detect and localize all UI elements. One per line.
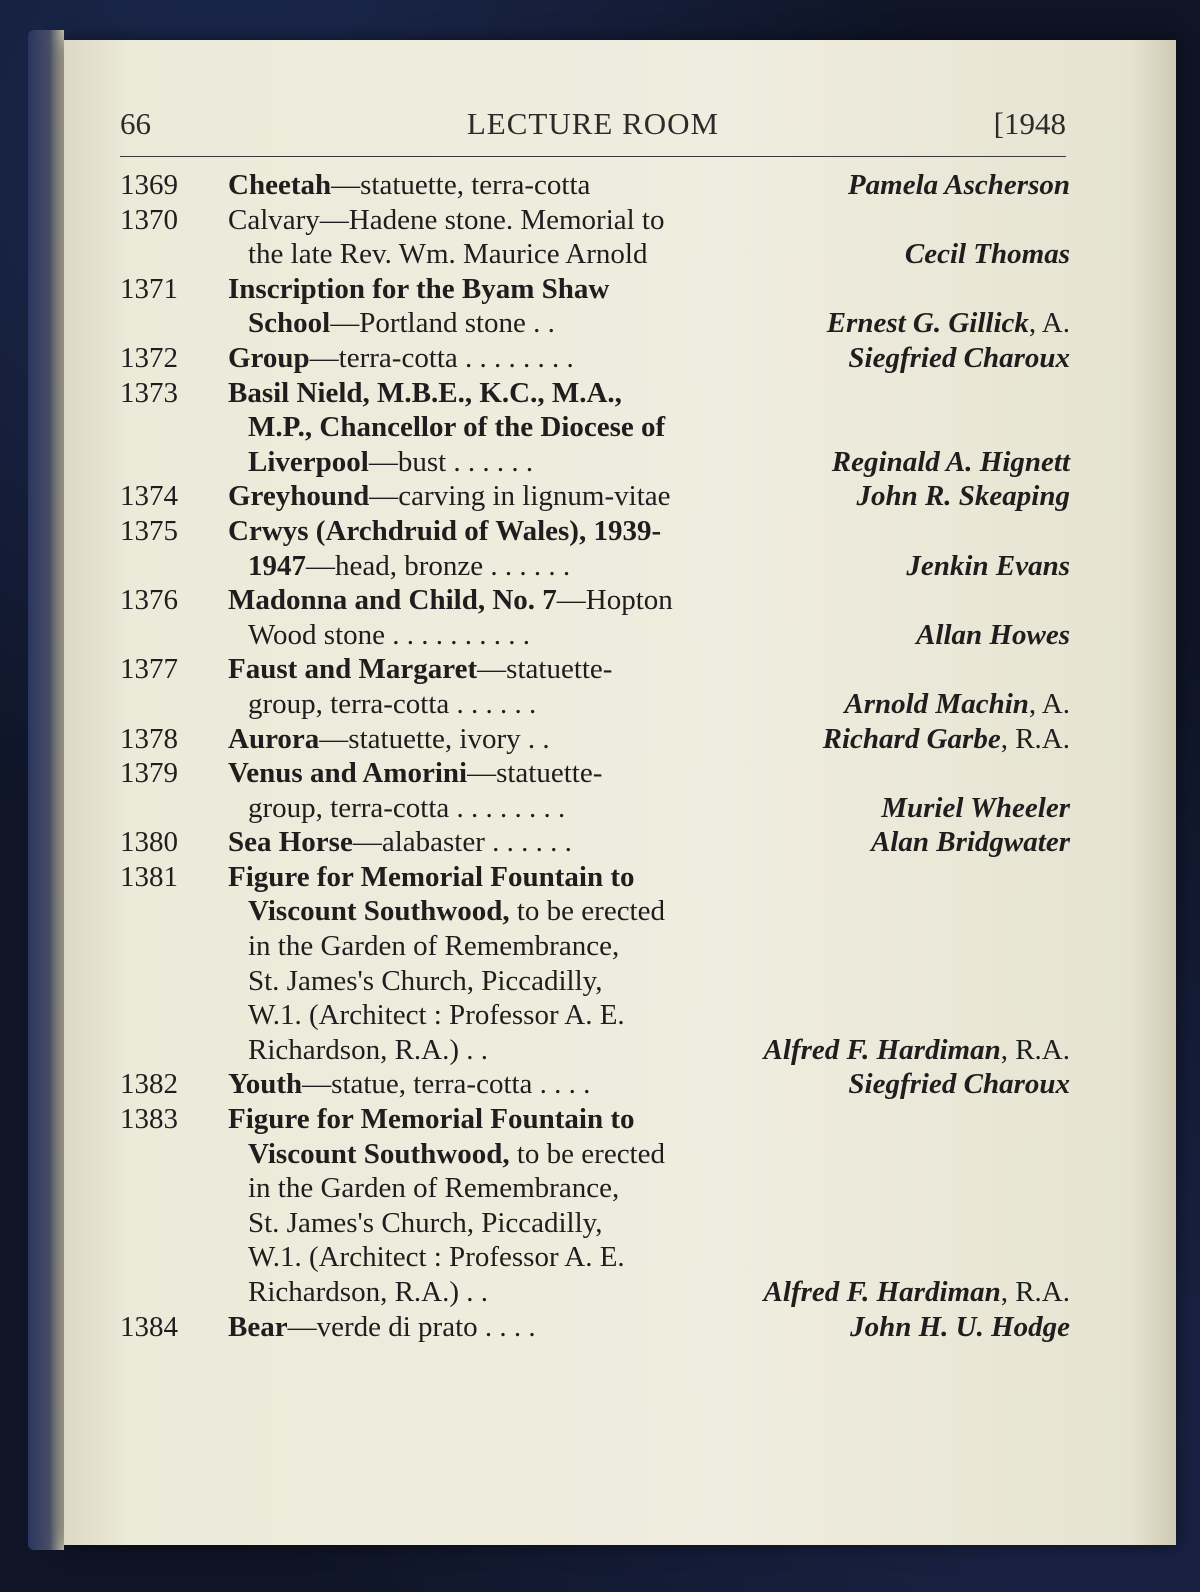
artist-line <box>120 1275 1070 1310</box>
artist-honours: , R.A. <box>1000 1033 1070 1066</box>
artist-honours: , A. <box>1028 687 1070 720</box>
page-year: [1948 <box>993 106 1066 141</box>
entry-detail: group, terra-cotta . . . . . . . . <box>248 791 566 824</box>
artist-honours: , R.A. <box>1000 722 1070 755</box>
artist-credit <box>848 1067 1070 1102</box>
entry-title: Cheetah <box>228 169 332 201</box>
entry-number: 1383 <box>120 1103 178 1136</box>
entry-detail: —alabaster . . . . . . <box>352 826 572 859</box>
artist-line <box>120 1033 1070 1068</box>
catalogue-entry <box>120 1310 1070 1345</box>
artist-line <box>120 168 1070 203</box>
entry-line <box>228 860 788 895</box>
entry-detail: —statuette- <box>477 653 613 686</box>
entry-title: School <box>248 307 331 340</box>
artist-name: John R. Skeaping <box>856 480 1070 513</box>
artist-line <box>120 306 1070 341</box>
entry-title: Madonna and Child, No. 7 <box>228 584 557 617</box>
artist-name: Alan Bridgwater <box>870 826 1070 859</box>
entry-number: 1378 <box>120 722 178 755</box>
entry-title: 1947 <box>248 549 306 582</box>
catalogue-entry <box>120 203 1070 272</box>
page-title: LECTURE ROOM <box>466 106 720 141</box>
entry-detail: Calvary—Hadene stone. Memorial to <box>228 203 665 236</box>
entry-line <box>228 1240 788 1275</box>
entry-line <box>228 929 788 964</box>
artist-credit <box>827 306 1070 341</box>
entry-detail: the late Rev. Wm. Maurice Arnold <box>248 238 648 271</box>
entry-line <box>228 514 788 549</box>
artist-line <box>120 825 1070 860</box>
entry-detail: to be erected <box>509 895 665 928</box>
catalogue-entries <box>120 168 1070 1344</box>
catalogue-entry <box>120 341 1070 376</box>
entry-detail: W.1. (Architect : Professor A. E. <box>248 1241 625 1274</box>
artist-name: Pamela Ascherson <box>847 169 1070 201</box>
entry-line <box>228 964 788 999</box>
entry-title: Figure for Memorial Fountain to <box>228 860 635 893</box>
entry-title: Inscription for the Byam Shaw <box>228 272 610 305</box>
catalogue-entry <box>120 825 1070 860</box>
artist-name: Siegfried Charoux <box>848 1068 1070 1101</box>
entry-title: Aurora <box>228 722 320 755</box>
entry-title: Basil Nield, M.B.E., K.C., M.A., <box>228 376 622 409</box>
artist-credit <box>881 791 1070 826</box>
entry-title: Group <box>228 341 310 374</box>
artist-name: Cecil Thomas <box>904 238 1070 271</box>
entry-detail: Richardson, R.A.) . . <box>248 1033 489 1066</box>
artist-name: Arnold Machin <box>844 687 1029 720</box>
entry-detail: in the Garden of Remembrance, <box>248 930 620 963</box>
entry-detail: —statue, terra-cotta . . . . <box>302 1068 591 1101</box>
catalogue-entry <box>120 1067 1070 1102</box>
artist-line <box>120 549 1070 584</box>
entry-detail: —statuette, terra-cotta <box>331 169 591 201</box>
artist-credit <box>905 237 1070 272</box>
entry-title: Greyhound <box>228 480 370 513</box>
entry-detail: —head, bronze . . . . . . <box>306 549 571 582</box>
entry-line <box>228 583 788 618</box>
artist-credit <box>906 549 1070 584</box>
entry-detail: St. James's Church, Piccadilly, <box>248 964 603 997</box>
catalogue-entry <box>120 479 1070 514</box>
artist-line <box>120 687 1070 722</box>
artist-name: John H. U. Hodge <box>850 1310 1070 1343</box>
catalogue-entry <box>120 756 1070 825</box>
artist-name: Jenkin Evans <box>906 549 1070 582</box>
catalogue-entry <box>120 652 1070 721</box>
artist-name: Allan Howes <box>916 618 1070 651</box>
artist-credit <box>844 687 1070 722</box>
artist-name: Ernest G. Gillick <box>826 307 1029 340</box>
artist-honours: , A. <box>1028 307 1070 340</box>
entry-detail: —bust . . . . . . <box>368 445 534 478</box>
entry-number: 1375 <box>120 514 178 547</box>
artist-name: Siegfried Charoux <box>848 341 1070 374</box>
artist-line <box>120 341 1070 376</box>
entry-number: 1382 <box>120 1068 178 1101</box>
entry-detail: W.1. (Architect : Professor A. E. <box>248 999 625 1032</box>
entry-number: 1373 <box>120 376 178 409</box>
entry-line <box>228 272 788 307</box>
artist-credit <box>832 445 1070 480</box>
artist-name: Reginald A. Hignett <box>831 445 1070 478</box>
page-number: 66 <box>120 106 151 141</box>
entry-line <box>228 1102 788 1137</box>
entry-number: 1381 <box>120 860 178 893</box>
artist-credit <box>848 168 1070 203</box>
entry-line <box>228 203 788 238</box>
entry-number: 1374 <box>120 480 178 513</box>
entry-title: M.P., Chancellor of the Diocese of <box>248 411 666 444</box>
entry-title: Bear <box>228 1310 288 1343</box>
artist-credit <box>823 722 1070 757</box>
entry-number: 1384 <box>120 1310 178 1343</box>
entry-title: Viscount Southwood, <box>248 1137 510 1170</box>
artist-credit <box>764 1275 1070 1310</box>
entry-number: 1377 <box>120 653 178 686</box>
artist-name: Richard Garbe <box>822 722 1001 755</box>
entry-title: Crwys (Archdruid of Wales), 1939- <box>228 514 662 547</box>
artist-name: Alfred F. Hardiman <box>763 1033 1001 1066</box>
entry-line <box>228 652 788 687</box>
header-rule <box>120 156 1066 157</box>
entry-detail: —Hopton <box>556 584 673 617</box>
entry-title: Faust and Margaret <box>228 653 478 686</box>
entry-number: 1369 <box>120 169 178 201</box>
artist-line <box>120 722 1070 757</box>
entry-line <box>228 756 788 791</box>
artist-credit <box>856 479 1070 514</box>
artist-line <box>120 1310 1070 1345</box>
artist-line <box>120 237 1070 272</box>
catalogue-entry <box>120 514 1070 583</box>
entry-detail: St. James's Church, Piccadilly, <box>248 1206 603 1239</box>
artist-line <box>120 791 1070 826</box>
entry-detail: to be erected <box>509 1137 665 1170</box>
entry-line <box>228 410 788 445</box>
entry-detail: —statuette- <box>467 757 603 790</box>
entry-number: 1379 <box>120 757 178 790</box>
entry-number: 1380 <box>120 826 178 859</box>
catalogue-entry <box>120 583 1070 652</box>
artist-line <box>120 618 1070 653</box>
entry-title: Liverpool <box>248 445 369 478</box>
entry-detail: Richardson, R.A.) . . <box>248 1276 489 1308</box>
entry-line <box>228 1206 788 1241</box>
book-spine-edge <box>28 30 64 1550</box>
entry-number: 1371 <box>120 272 178 305</box>
entry-line <box>228 1137 788 1172</box>
catalogue-entry <box>120 860 1070 1068</box>
artist-honours: , R.A. <box>1000 1276 1070 1309</box>
catalogue-entry <box>120 376 1070 480</box>
artist-credit <box>871 825 1070 860</box>
artist-credit <box>850 1310 1070 1345</box>
entry-detail: group, terra-cotta . . . . . . <box>248 687 537 720</box>
entry-title: Youth <box>228 1068 303 1101</box>
artist-line <box>120 1067 1070 1102</box>
entry-number: 1372 <box>120 341 178 374</box>
page-header <box>120 106 1066 150</box>
entry-number: 1376 <box>120 584 178 617</box>
artist-credit <box>764 1033 1070 1068</box>
entry-title: Viscount Southwood, <box>248 895 510 928</box>
entry-detail: in the Garden of Remembrance, <box>248 1172 620 1205</box>
entry-detail: —Portland stone . . <box>330 307 555 340</box>
catalogue-entry <box>120 1102 1070 1310</box>
artist-name: Alfred F. Hardiman <box>763 1276 1001 1309</box>
entry-line <box>228 998 788 1033</box>
catalogue-entry <box>120 168 1070 203</box>
catalogue-entry <box>120 722 1070 757</box>
entry-number: 1370 <box>120 203 178 236</box>
catalogue-entry <box>120 272 1070 341</box>
entry-title: Figure for Memorial Fountain to <box>228 1103 635 1136</box>
entry-title: Venus and Amorini <box>228 757 468 790</box>
artist-name: Muriel Wheeler <box>881 791 1070 824</box>
entry-line <box>228 376 788 411</box>
artist-line <box>120 479 1070 514</box>
artist-credit <box>916 618 1070 653</box>
artist-line <box>120 445 1070 480</box>
entry-detail: —terra-cotta . . . . . . . . <box>309 341 574 374</box>
entry-line <box>228 1171 788 1206</box>
entry-title: Sea Horse <box>228 826 353 859</box>
entry-detail: Wood stone . . . . . . . . . . <box>248 618 531 651</box>
entry-line <box>228 894 788 929</box>
artist-credit <box>848 341 1070 376</box>
entry-detail: —carving in lignum-vitae <box>369 480 671 513</box>
entry-detail: —statuette, ivory . . <box>319 722 550 755</box>
entry-detail: —verde di prato . . . . <box>287 1310 536 1343</box>
